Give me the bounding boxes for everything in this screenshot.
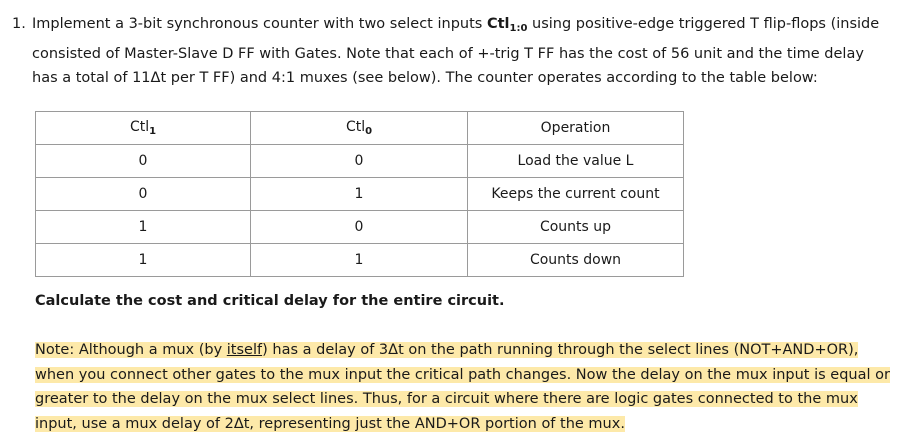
select-input-label [487,16,527,32]
note-underlined-word: itself [226,342,263,358]
header-ctl0 [251,112,468,145]
table-cell: 0 [36,178,251,211]
operation-table [35,111,684,277]
table-cell: Keeps the current count [468,178,684,211]
table-cell: 1 [251,244,468,277]
header-ctl0-base: Ctl [345,119,366,135]
problem-statement [12,12,892,91]
header-ctl0-sub: 0 [365,126,373,137]
header-operation-label: Operation [540,120,611,136]
table-cell: Counts down [468,244,684,277]
note-text-1: Although a mux (by [74,342,227,358]
problem-paragraph [32,12,892,91]
table-row [36,211,684,244]
problem-number: 1. [12,16,26,32]
operation-table-wrapper [35,111,684,277]
header-ctl1 [36,112,251,145]
table-cell: Load the value L [468,145,684,178]
note-text-2: ) has a delay of 3Δt on the path running through the select lines (NOT+AND+OR), when you connect other gates to the mux input the critical path changes. Now the delay on the mux input is equal or greater to the delay on the mux select lines. Thus, for a circuit where there are logic gates connected to the mux input, use a mux delay of 2Δt, representing just the AND+OR portion of the mux. [35,342,890,432]
table-row [36,145,684,178]
calculate-instruction: Calculate the cost and critical delay for the entire circuit. [35,293,505,309]
table-cell: 1 [36,211,251,244]
table-cell: 0 [251,145,468,178]
header-ctl1-base: Ctl [129,119,150,135]
table-cell: Counts up [468,211,684,244]
note-paragraph [35,338,895,436]
table-header-row [36,112,684,145]
table-row [36,244,684,277]
note-highlight [35,342,890,432]
table-cell: 0 [251,211,468,244]
ctl-label-base: Ctl [486,16,510,32]
note-label: Note: [35,342,75,358]
problem-text-2: using positive-edge triggered T flip-flops (inside consisted of Master-Slave D FF with Gates. Note that each of +-trig T FF has the cost of 56 unit and the time delay has a total of 11Δt per T FF) and 4:1 muxes (see below). The counter operates according to the table below: [32,16,880,86]
table-cell: 1 [251,178,468,211]
problem-text-1: Implement a 3-bit synchronous counter with two select inputs [32,16,487,32]
table-cell: 0 [36,145,251,178]
table-row [36,178,684,211]
table-cell: 1 [36,244,251,277]
ctl-label-subscript: 1:0 [509,23,528,34]
header-ctl1-sub: 1 [149,126,157,137]
header-operation [468,112,684,145]
